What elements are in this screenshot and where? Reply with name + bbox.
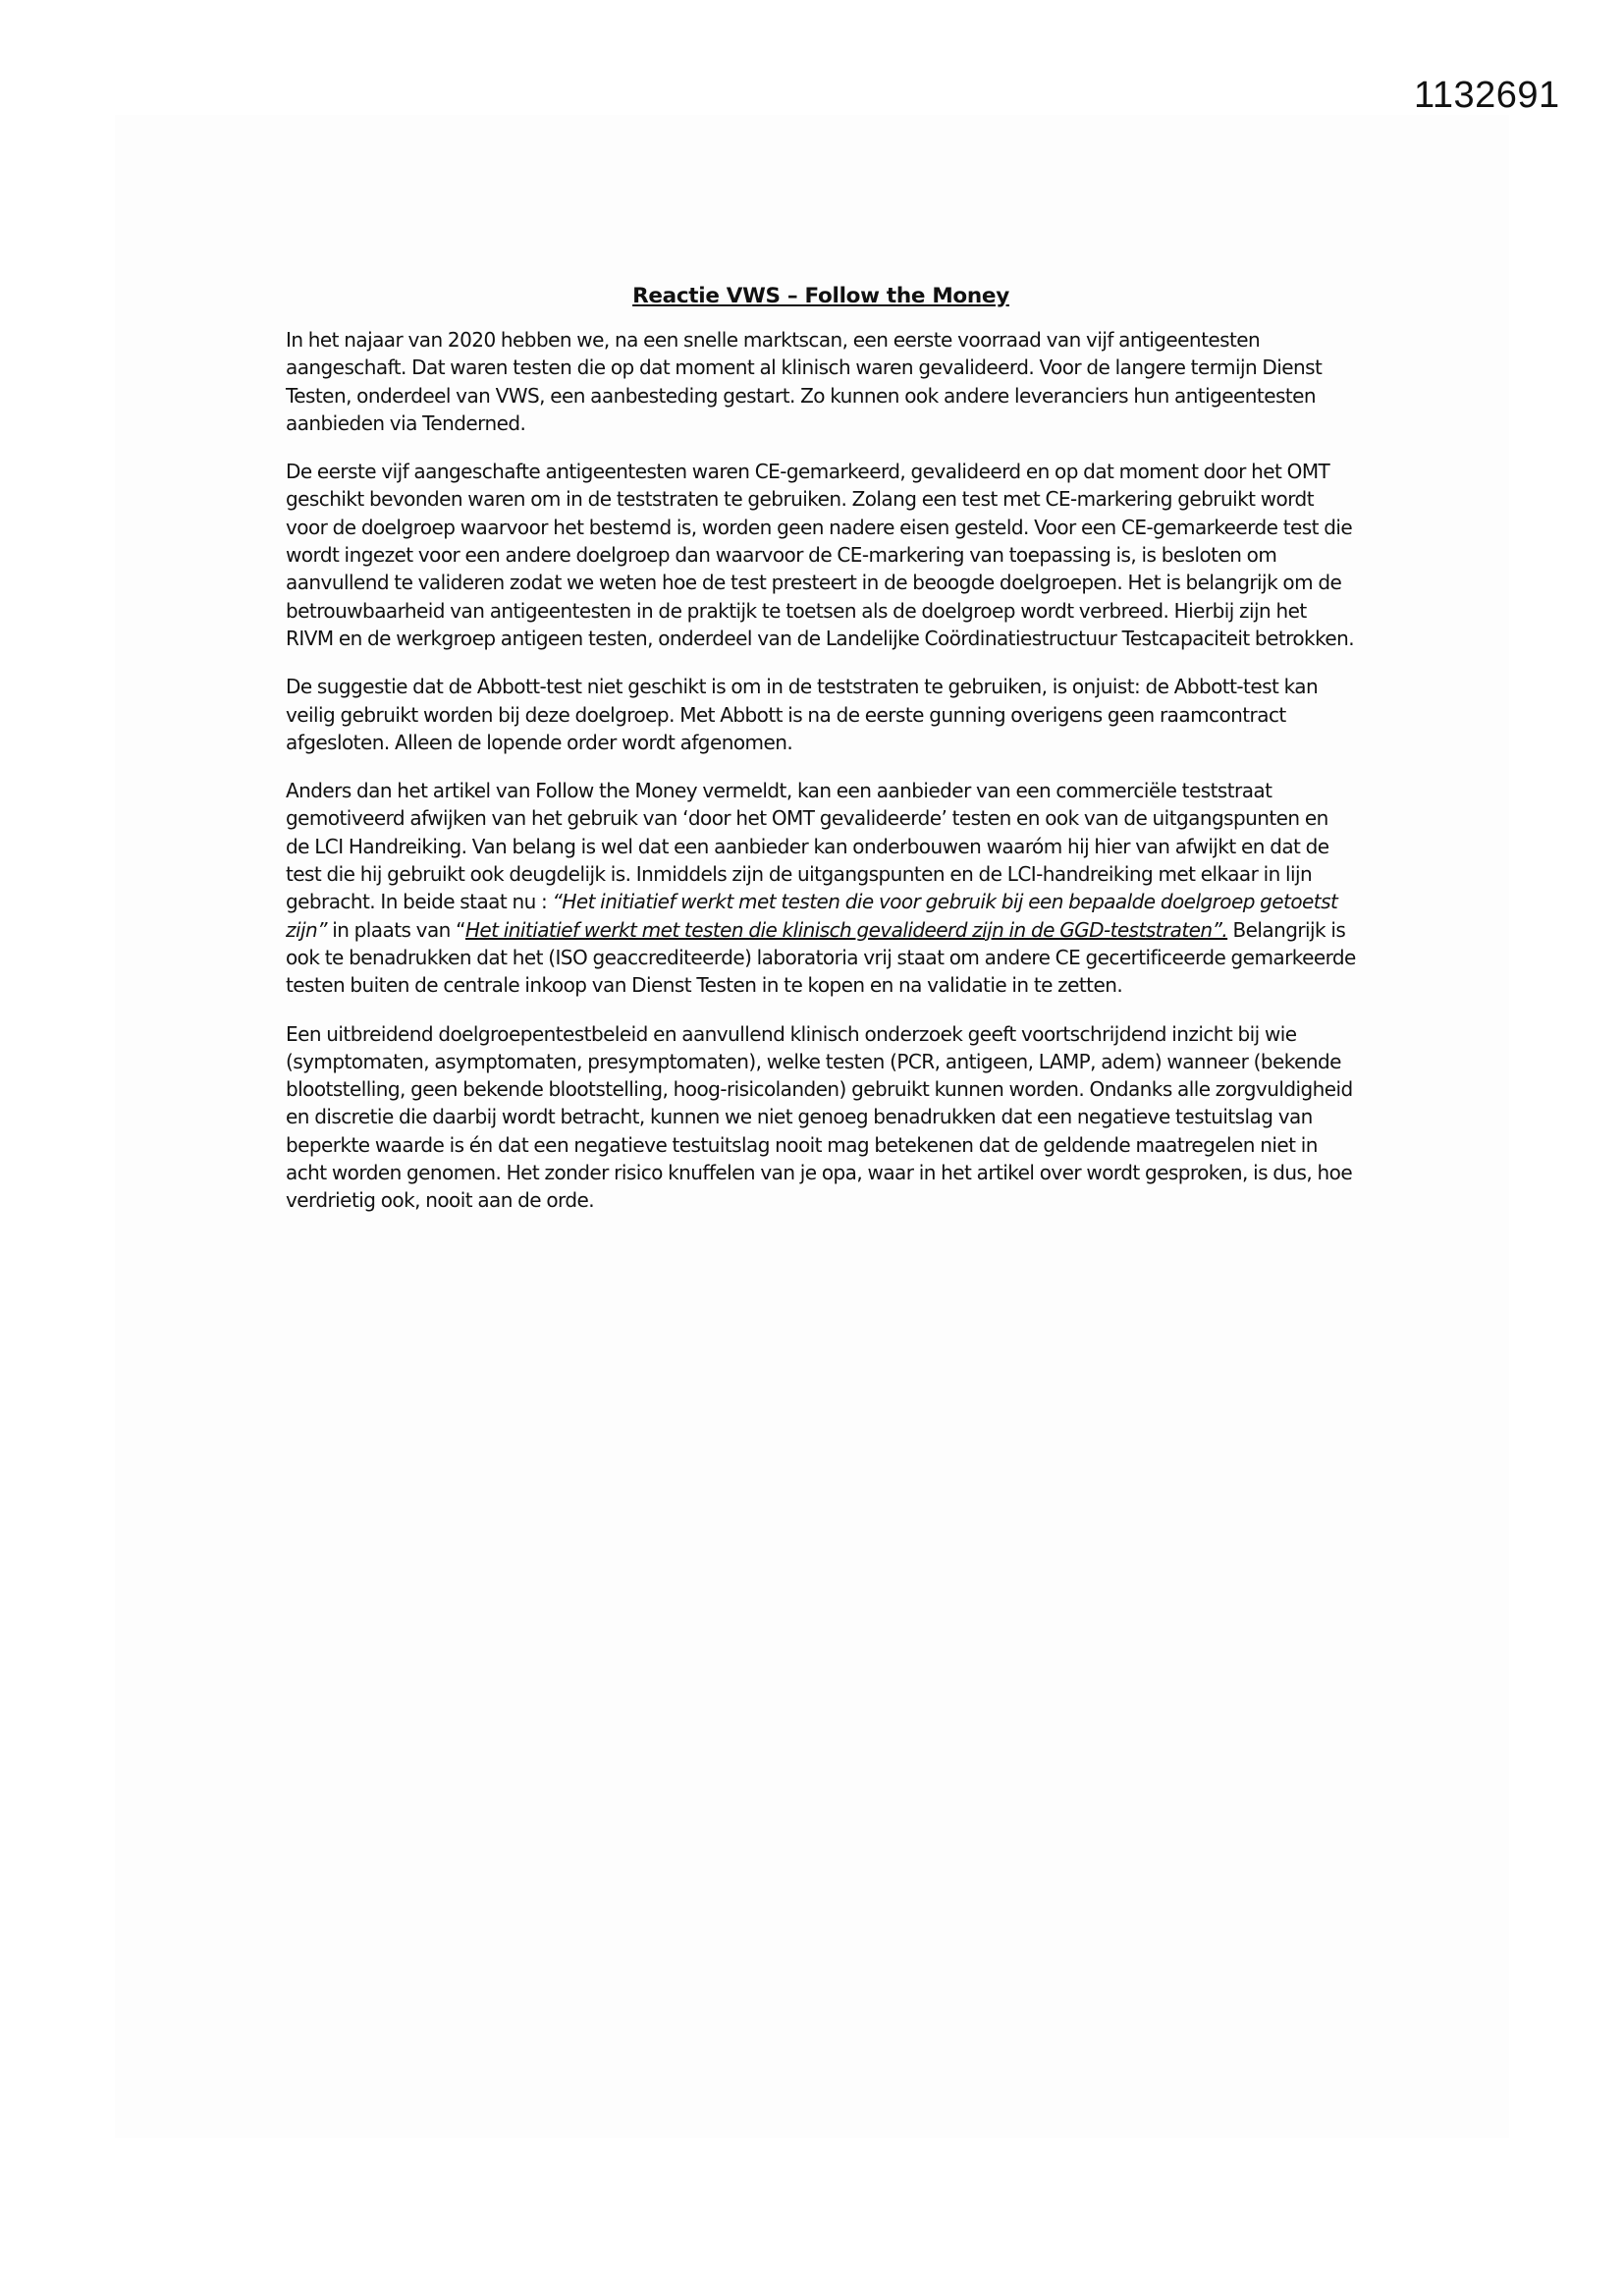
- paragraph-4: [286, 777, 1356, 999]
- paragraph-4-intro: Anders dan het artikel van Follow the Money vermeldt, kan een aanbieder van een commerciële teststraat gemotiveerd afwijken van het gebruik van ‘door het OMT gevalideerde’ testen en ook van de uitgangspunten en de LCI Handreiking. Van belang is wel dat een aanbieder kan onderbouwen waaróm hij hier van afwijkt en dat de test die hij gebruikt ook deugdelijk is. Inmiddels zijn de uitgangspunten en de LCI-handreiking met elkaar in lijn gebracht. In beide staat nu :: [286, 779, 1329, 914]
- paragraph-5: Een uitbreidend doelgroepentestbeleid en aanvullend klinisch onderzoek geeft voortschrijdend inzicht bij wie (symptomaten, asymptomaten, presymptomaten), welke testen (PCR, antigeen, LAMP, adem) wanneer (bekende blootstelling, geen bekende blootstelling, hoog-risicolanden) gebruikt kunnen worden. Ondanks alle zorgvuldigheid en discretie die daarbij wordt betracht, kunnen we niet genoeg benadrukken dat een negatieve testuitslag van beperkte waarde is én dat een negatieve testuitslag nooit mag betekenen dat de geldende maatregelen niet in acht worden genomen. Het zonder risico knuffelen van je opa, waar in het artikel over wordt gesproken, is dus, hoe verdrietig ook, nooit aan de orde.: [286, 1021, 1353, 1213]
- document-title: Reactie VWS – Follow the Money: [632, 284, 1009, 308]
- paragraph-4-middle: in plaats van “: [326, 917, 465, 942]
- quote-old-wording: Het initiatief werkt met testen die klinisch gevalideerd zijn in de GGD-teststraten”.: [464, 917, 1228, 942]
- paragraph-2: De eerste vijf aangeschafte antigeentesten waren CE-gemarkeerd, gevalideerd en op dat moment door het OMT geschikt bevonden waren om in de teststraten te gebruiken. Zolang een test met CE-markering gebruikt wordt voor de doelgroep waarvoor het bestemd is, worden geen nadere eisen gesteld. Voor een CE-gemarkeerde test die wordt ingezet voor een andere doelgroep dan waarvoor de CE-markering van toepassing is, is besloten om aanvullend te valideren zodat we weten hoe de test presteert in de beoogde doelgroepen. Het is belangrijk om de betrouwbaarheid van antigeentesten in de praktijk te toetsen als de doelgroep wordt verbreed. Hierbij zijn het RIVM en de werkgroep antigeen testen, onderdeel van de Landelijke Coördinatiestructuur Testcapaciteit betrokken.: [286, 460, 1355, 650]
- document-id: 1132691: [1414, 75, 1560, 116]
- paragraph-1: In het najaar van 2020 hebben we, na een snelle marktscan, een eerste voorraad van vijf antigeentesten aangeschaft. Dat waren testen die op dat moment al klinisch waren gevalideerd. Voor de langere termijn Dienst Testen, onderdeel van VWS, een aanbesteding gestart. Zo kunnen ook andere leveranciers hun antigeentesten aanbieden via Tenderned.: [286, 328, 1323, 435]
- paragraph-4-outro: Belangrijk is ook te benadrukken dat het (ISO geaccrediteerde) laboratoria vrij staat om andere CE gecertificeerde gemarkeerde testen buiten de centrale inkoop van Dienst Testen in te kopen en na validatie in te zetten.: [286, 917, 1356, 998]
- paragraph-3: De suggestie dat de Abbott-test niet geschikt is om in de teststraten te gebruiken, is onjuist: de Abbott-test kan veilig gebruikt worden bij deze doelgroep. Met Abbott is na de eerste gunning overigens geen raamcontract afgesloten. Alleen de lopende order wordt afgenomen.: [286, 675, 1319, 754]
- quote-new-wording: “Het initiatief werkt met testen die voor gebruik bij een bepaalde doelgroep getoetst zijn”: [286, 890, 1338, 942]
- document-body: [286, 284, 1356, 1235]
